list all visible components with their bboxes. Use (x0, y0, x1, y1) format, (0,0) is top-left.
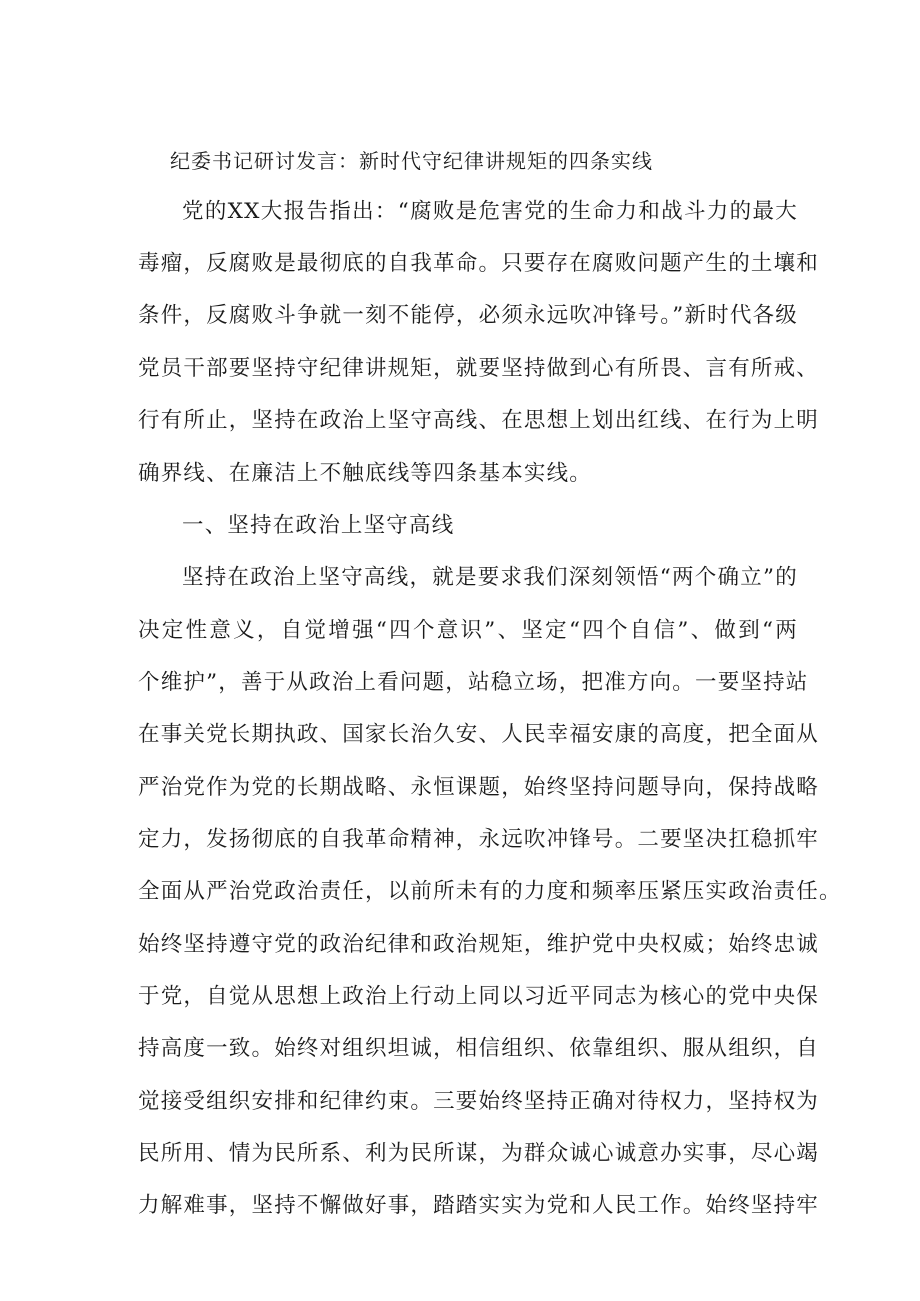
paragraph-line: 毒瘤，反腐败是最彻底的自我革命。只要存在腐败问题产生的土壤和 (138, 251, 820, 276)
paragraph-line: 觉接受组织安排和纪律约束。三要始终坚持正确对待权力，坚持权为 (138, 1089, 820, 1114)
paragraph-line: 确界线、在廉洁上不触底线等四条基本实线。 (138, 461, 593, 486)
paragraph-line: 严治党作为党的长期战略、永恒课题，始终坚持问题导向，保持战略 (138, 775, 820, 800)
document-title: 纪委书记研讨发言：新时代守纪律讲规矩的四条实线 (170, 149, 653, 173)
paragraph-line: 于党，自觉从思想上政治上行动上同以习近平同志为核心的党中央保 (138, 984, 820, 1009)
paragraph-line: 在事关党长期执政、国家长治久安、人民幸福安康的高度，把全面从 (138, 722, 820, 747)
paragraph-line: 党的XX大报告指出：“腐败是危害党的生命力和战斗力的最大 (182, 199, 798, 224)
paragraph-line: 党员干部要坚持守纪律讲规矩，就要坚持做到心有所畏、言有所戒、 (138, 356, 820, 381)
paragraph-line: 始终坚持遵守党的政治纪律和政治规矩，维护党中央权威；始终忠诚 (138, 932, 820, 957)
paragraph-line: 行有所止，坚持在政治上坚守高线、在思想上划出红线、在行为上明 (138, 408, 820, 433)
paragraph-line: 决定性意义，自觉增强“四个意识”、坚定“四个自信”、做到“两 (138, 618, 798, 643)
paragraph-line: 全面从严治党政治责任，以前所未有的力度和频率压紧压实政治责任。 (138, 879, 842, 904)
section-heading: 一、坚持在政治上坚守高线 (182, 513, 455, 538)
paragraph-line: 民所用、情为民所系、利为民所谋，为群众诚心诚意办实事，尽心竭 (138, 1141, 820, 1166)
paragraph-line: 坚持在政治上坚守高线，就是要求我们深刻领悟“两个确立”的 (182, 565, 798, 590)
paragraph-line: 力解难事，坚持不懈做好事，踏踏实实为党和人民工作。始终坚持牢 (138, 1193, 820, 1218)
paragraph-line: 个维护”，善于从政治上看问题，站稳立场，把准方向。一要坚持站 (138, 670, 809, 695)
paragraph-line: 持高度一致。始终对组织坦诚，相信组织、依靠组织、服从组织，自 (138, 1036, 820, 1061)
paragraph-line: 条件，反腐败斗争就一刻不能停，必须永远吹冲锋号。”新时代各级 (138, 303, 798, 328)
paragraph-line: 定力，发扬彻底的自我革命精神，永远吹冲锋号。二要坚决扛稳抓牢 (138, 827, 820, 852)
